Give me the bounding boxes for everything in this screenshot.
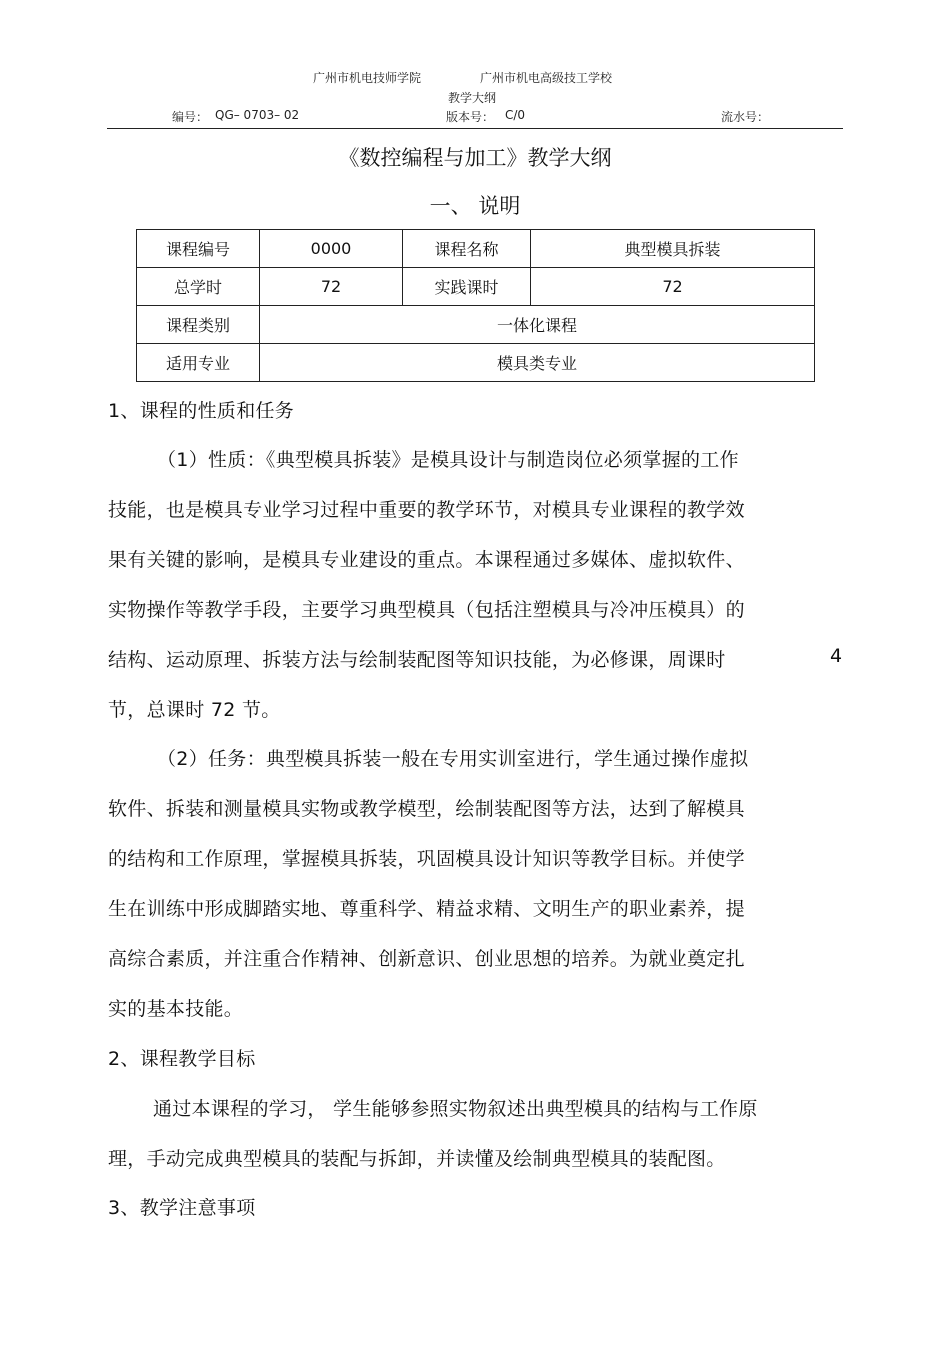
paragraph-line: （2）任务：典型模具拆装一般在专用实训室进行，学生通过操作虚拟 (157, 748, 749, 770)
version-value: C/0 (505, 108, 526, 122)
version-label: 版本号： (446, 110, 495, 124)
paragraph-line: 通过本课程的学习， 学生能够参照实物叙述出典型模具的结构与工作原 (153, 1098, 758, 1120)
paragraph-line: 理，手动完成典型模具的装配与拆卸，并读懂及绘制典型模具的装配图。 (108, 1148, 726, 1170)
table-cell: 一体化课程 (260, 306, 815, 344)
document-title: 《数控编程与加工》教学大纲 (338, 146, 612, 170)
paragraph-line: 果有关键的影响，是模具专业建设的重点。本课程通过多媒体、虚拟软件、 (108, 549, 745, 571)
code-value: QG– 0703– 02 (215, 108, 300, 122)
table-row (137, 268, 815, 306)
paragraph-line: （1）性质：《典型模具拆装》是模具设计与制造岗位必须掌握的工作 (157, 449, 739, 471)
table-cell: 总学时 (137, 268, 260, 306)
table-cell: 课程类别 (137, 306, 260, 344)
serial-label: 流水号： (721, 110, 770, 124)
paragraph-line: 软件、拆装和测量模具实物或教学模型，绘制装配图等方法，达到了解模具 (108, 798, 745, 820)
paragraph-line: 生在训练中形成脚踏实地、尊重科学、精益求精、文明生产的职业素养，提 (108, 898, 745, 920)
section-heading-explanation: 一、 说明 (429, 194, 521, 218)
paragraph-line: 高综合素质，并注重合作精神、创新意识、创业思想的培养。为就业奠定扎 (108, 948, 745, 970)
table-cell: 实践课时 (403, 268, 531, 306)
table-row (137, 306, 815, 344)
school-name-2: 广州市机电高级技工学校 (480, 71, 613, 85)
school-name-1: 广州市机电技师学院 (313, 71, 422, 85)
table-cell: 典型模具拆装 (531, 230, 815, 268)
paragraph-line: 技能，也是模具专业学习过程中重要的教学环节，对模具专业课程的教学效 (108, 499, 745, 521)
section-heading-2: 2、课程教学目标 (108, 1048, 256, 1070)
table-cell: 适用专业 (137, 344, 260, 382)
paragraph-line: 实的基本技能。 (108, 998, 244, 1020)
table-cell: 模具类专业 (260, 344, 815, 382)
table-cell: 课程名称 (403, 230, 531, 268)
code-label: 编号： (172, 110, 209, 124)
section-heading-3: 3、教学注意事项 (108, 1197, 256, 1219)
section-heading-1: 1、课程的性质和任务 (108, 400, 295, 422)
paragraph-line: 的结构和工作原理，掌握模具拆装，巩固模具设计知识等教学目标。并使学 (108, 848, 745, 870)
weekly-hours-value: 4 (830, 645, 843, 667)
paragraph-line: 节，总课时 72 节。 (108, 699, 281, 721)
paragraph-line: 实物操作等教学手段，主要学习典型模具（包括注塑模具与冷冲压模具）的 (108, 599, 745, 621)
table-cell: 72 (260, 268, 403, 306)
table-cell: 0000 (260, 230, 403, 268)
table-cell: 72 (531, 268, 815, 306)
doc-type: 教学大纲 (448, 91, 497, 105)
course-info-table (136, 229, 815, 382)
paragraph-line: 结构、运动原理、拆装方法与绘制装配图等知识技能，为必修课，周课时 (108, 649, 726, 671)
header-rule (107, 128, 843, 129)
table-row (137, 344, 815, 382)
table-row (137, 230, 815, 268)
table-cell: 课程编号 (137, 230, 260, 268)
